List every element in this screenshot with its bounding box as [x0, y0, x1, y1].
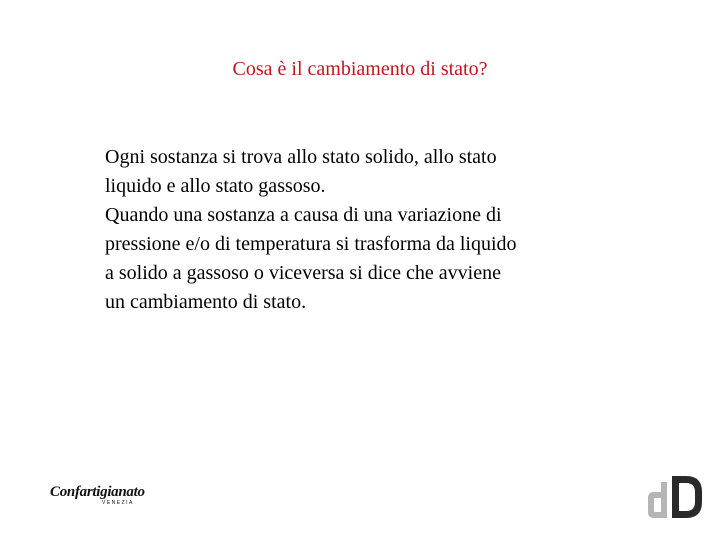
slide-title: Cosa è il cambiamento di stato?	[232, 58, 488, 80]
body-line: a solido a gassoso o viceversa si dice che avviene	[105, 262, 501, 284]
body-line: Quando una sostanza a causa di una variazione di	[105, 204, 502, 226]
dd-logo-mark	[646, 470, 706, 522]
body-line: Ogni sostanza si trova allo stato solido, allo stato	[105, 146, 497, 168]
confartigianato-logo	[50, 484, 145, 510]
dd-logo	[646, 470, 706, 522]
body-line: liquido e allo stato gassoso.	[105, 175, 326, 197]
confartigianato-logo-script: Confartigianato	[50, 484, 145, 500]
slide-body	[105, 143, 625, 317]
body-line: pressione e/o di temperatura si trasforma da liquido	[105, 233, 517, 255]
dd-logo-small-d	[648, 482, 667, 518]
confartigianato-logo-subtitle: VENEZIA	[102, 500, 134, 506]
body-line: un cambiamento di stato.	[105, 291, 307, 313]
dd-logo-large-d	[672, 476, 702, 518]
